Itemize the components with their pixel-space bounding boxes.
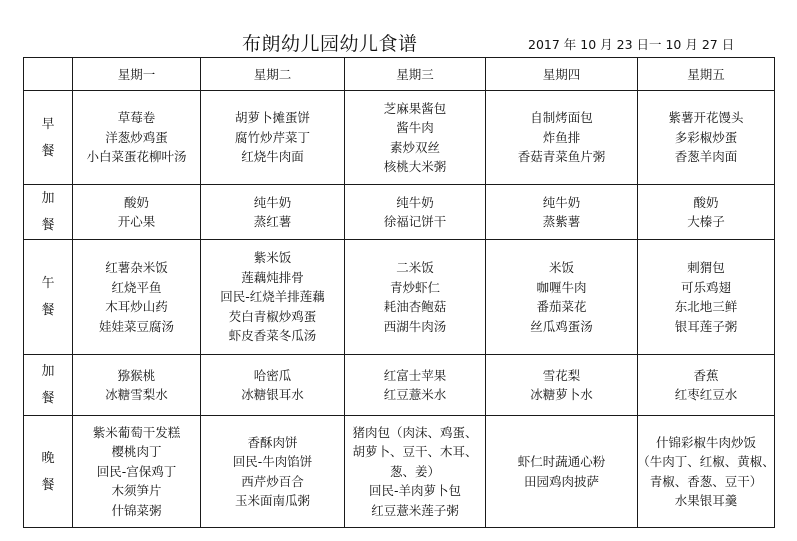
dish-item: 红烧牛肉面 xyxy=(241,149,304,165)
meal-label-char: 午 xyxy=(41,276,55,291)
dish-item: 东北地三鲜 xyxy=(674,299,738,314)
dish-item: 虾仁时蔬通心粉 xyxy=(517,454,606,469)
dish-item: 青椒、香葱、豆干） xyxy=(649,473,763,489)
dish-item: 蒸红薯 xyxy=(253,214,292,229)
meal-row-breakfast xyxy=(24,91,775,185)
dish-item: 什锦菜粥 xyxy=(111,502,162,518)
meal-label-char: 餐 xyxy=(41,303,55,318)
meal-label-char: 晚 xyxy=(41,450,55,466)
dish-item: 紫米葡萄干发糕 xyxy=(92,424,181,440)
menu-cell-afternoon-snack-thu xyxy=(486,355,638,416)
dish-item: 草莓卷 xyxy=(117,110,156,126)
dish-item: 纯牛奶 xyxy=(253,194,292,210)
menu-cell-breakfast-tue xyxy=(201,91,345,185)
dish-item: 酸奶 xyxy=(123,194,149,210)
dish-item: 猕猴桃 xyxy=(117,367,156,383)
menu-cell-dinner-mon xyxy=(73,416,201,528)
dish-item: 莲藕炖排骨 xyxy=(241,269,304,285)
menu-cell-lunch-wed xyxy=(345,240,486,355)
dish-item: 刺猬包 xyxy=(687,260,725,275)
dish-item: 青炒虾仁 xyxy=(389,279,440,295)
dish-item: 红豆薏米水 xyxy=(383,387,447,402)
menu-cell-dinner-tue xyxy=(201,416,345,528)
menu-cell-afternoon-snack-mon xyxy=(73,355,201,416)
dish-item: 哈密瓜 xyxy=(253,367,292,383)
dish-item: 自制烤面包 xyxy=(530,110,593,126)
menu-cell-lunch-thu xyxy=(486,240,638,355)
dish-item: 冰糖雪梨水 xyxy=(105,387,168,402)
dish-item: 回民-宫保鸡丁 xyxy=(96,463,177,479)
menu-cell-lunch-mon xyxy=(73,240,201,355)
date-range: 2017 年 10 月 23 日一 10 月 27 日 xyxy=(528,37,735,52)
dish-item: 红薯杂米饭 xyxy=(105,260,168,275)
dish-item: 木耳炒山药 xyxy=(105,299,168,314)
dish-item: 酱牛肉 xyxy=(396,120,434,135)
meal-label-char: 餐 xyxy=(41,218,55,233)
dish-item: 芡白青椒炒鸡蛋 xyxy=(228,308,317,324)
dish-item: 玉米面南瓜粥 xyxy=(234,493,310,508)
meal-label-char: 餐 xyxy=(41,477,55,493)
dish-item: 红富士苹果 xyxy=(383,367,447,383)
dish-item: 回民-羊肉萝卜包 xyxy=(368,483,461,499)
dish-item: 胡萝卜、豆干、木耳、 xyxy=(352,444,478,460)
dish-item: 开心果 xyxy=(117,214,156,229)
dish-item: 红烧平鱼 xyxy=(111,279,162,295)
menu-cell-afternoon-snack-fri xyxy=(638,355,775,416)
dish-item: 红枣红豆水 xyxy=(674,387,738,402)
dish-item: 田园鸡肉披萨 xyxy=(523,473,599,489)
meal-row-lunch xyxy=(24,240,775,355)
meal-label-char: 加 xyxy=(41,364,55,379)
dish-item: 西芹炒百合 xyxy=(241,473,304,489)
dish-item: 葱、姜） xyxy=(389,463,440,479)
menu-cell-morning-snack-tue xyxy=(201,185,345,240)
day-header-fri: 星期五 xyxy=(638,58,775,91)
dish-item: 腐竹炒芹菜丁 xyxy=(234,129,310,145)
dish-item: 香蕉 xyxy=(693,367,719,383)
meal-row-afternoon-snack xyxy=(24,355,775,416)
dish-item: 紫米饭 xyxy=(253,250,292,266)
dish-item: 多彩椒炒蛋 xyxy=(674,129,738,145)
dish-item: 香酥肉饼 xyxy=(247,434,298,450)
dish-item: 胡萝卜摊蛋饼 xyxy=(234,110,310,126)
dish-item: 炸鱼排 xyxy=(542,129,581,145)
menu-cell-morning-snack-fri xyxy=(638,185,775,240)
dish-item: 水果银耳羹 xyxy=(674,493,738,508)
dish-item: 二米饭 xyxy=(396,260,434,275)
menu-cell-morning-snack-mon xyxy=(73,185,201,240)
day-header-tue: 星期二 xyxy=(201,58,345,91)
dish-item: 可乐鸡翅 xyxy=(680,279,731,295)
menu-cell-dinner-fri xyxy=(638,416,775,528)
dish-item: 芝麻果酱包 xyxy=(383,100,447,116)
dish-item: 银耳莲子粥 xyxy=(674,318,738,334)
dish-item: 丝瓜鸡蛋汤 xyxy=(530,318,593,334)
meal-label-afternoon-snack xyxy=(24,355,73,416)
meal-label-char: 加 xyxy=(41,191,55,206)
day-header-wed: 星期三 xyxy=(345,58,486,91)
dish-item: 红豆薏米莲子粥 xyxy=(371,502,459,518)
menu-cell-breakfast-thu xyxy=(486,91,638,185)
day-header-mon: 星期一 xyxy=(73,58,201,91)
dish-item: 香葱羊肉面 xyxy=(674,149,738,165)
meal-label-char: 早 xyxy=(41,116,55,132)
dish-item: 什锦彩椒牛肉炒饭 xyxy=(655,434,756,450)
menu-cell-lunch-fri xyxy=(638,240,775,355)
day-header-thu: 星期四 xyxy=(486,58,638,91)
dish-item: 米饭 xyxy=(548,260,574,275)
dish-item: 小白菜蛋花柳叶汤 xyxy=(86,149,187,165)
dish-item: 回民-牛肉馅饼 xyxy=(232,454,313,469)
dish-item: 虾皮香菜冬瓜汤 xyxy=(228,328,317,344)
dish-item: 耗油杏鲍菇 xyxy=(383,299,447,314)
meal-label-morning-snack xyxy=(24,185,73,240)
menu-cell-morning-snack-wed xyxy=(345,185,486,240)
dish-item: 香菇青菜鱼片粥 xyxy=(517,149,606,165)
dish-item: 核桃大米粥 xyxy=(383,159,447,174)
dish-item: 徐福记饼干 xyxy=(383,214,447,229)
meal-row-morning-snack xyxy=(24,185,775,240)
dish-item: 猪肉包（肉沫、鸡蛋、 xyxy=(352,424,478,440)
menu-cell-dinner-wed xyxy=(345,416,486,528)
menu-cell-breakfast-wed xyxy=(345,91,486,185)
dish-item: 冰糖银耳水 xyxy=(241,387,304,402)
page-title: 布朗幼儿园幼儿食谱 xyxy=(242,33,418,55)
dish-item: 蒸紫薯 xyxy=(542,214,581,229)
meal-row-dinner xyxy=(24,416,775,528)
dish-item: 西湖牛肉汤 xyxy=(383,318,447,334)
dish-item: 樱桃肉丁 xyxy=(111,444,162,460)
meal-label-char: 餐 xyxy=(41,143,55,159)
meal-label-lunch xyxy=(24,240,73,355)
menu-cell-breakfast-fri xyxy=(638,91,775,185)
dish-item: 番茄菜花 xyxy=(536,299,587,314)
menu-cell-afternoon-snack-wed xyxy=(345,355,486,416)
dish-item: 回民-红烧羊排莲藕 xyxy=(220,289,325,305)
header-row xyxy=(24,58,775,91)
dish-item: 木须笋片 xyxy=(111,483,162,499)
menu-cell-breakfast-mon xyxy=(73,91,201,185)
dish-item: （牛肉丁、红椒、黄椒、 xyxy=(637,454,775,469)
meal-label-breakfast xyxy=(24,91,73,185)
dish-item: 雪花梨 xyxy=(542,367,581,383)
menu-cell-morning-snack-thu xyxy=(486,185,638,240)
dish-item: 冰糖萝卜水 xyxy=(530,387,593,402)
meal-label-char: 餐 xyxy=(41,391,55,406)
menu-table xyxy=(23,57,775,528)
dish-item: 素炒双丝 xyxy=(389,139,440,155)
dish-item: 娃娃菜豆腐汤 xyxy=(98,318,174,334)
dish-item: 咖喱牛肉 xyxy=(536,279,587,295)
dish-item: 纯牛奶 xyxy=(396,194,434,210)
corner-cell xyxy=(24,58,73,91)
menu-cell-dinner-thu xyxy=(486,416,638,528)
menu-cell-lunch-tue xyxy=(201,240,345,355)
dish-item: 酸奶 xyxy=(693,194,719,210)
dish-item: 大榛子 xyxy=(687,214,725,229)
dish-item: 纯牛奶 xyxy=(542,194,581,210)
dish-item: 紫薯开花馒头 xyxy=(668,110,744,126)
menu-cell-afternoon-snack-tue xyxy=(201,355,345,416)
meal-label-dinner xyxy=(24,416,73,528)
dish-item: 洋葱炒鸡蛋 xyxy=(105,129,168,145)
